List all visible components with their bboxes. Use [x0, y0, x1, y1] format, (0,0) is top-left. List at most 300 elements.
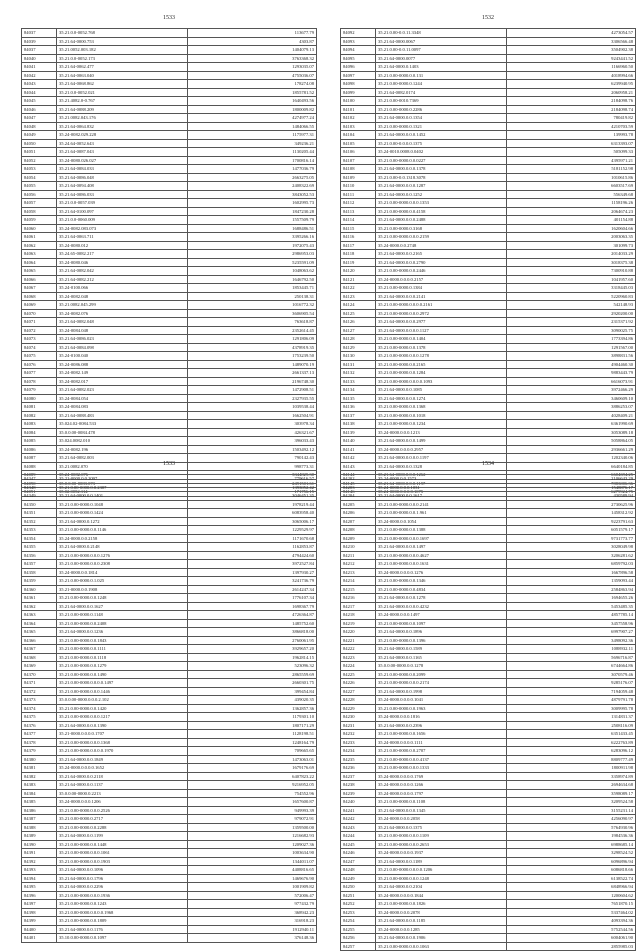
row-id-cell: 84073	[22, 335, 57, 344]
table-row	[341, 772, 636, 781]
row-id-cell: 84256	[341, 934, 376, 943]
amount-cell: 3504902.38	[507, 46, 636, 55]
account-code-cell: 35.21.64-0082.0174	[376, 88, 507, 97]
table-row	[22, 394, 317, 403]
amount-cell: 3898831.56	[507, 352, 636, 361]
row-id-cell: 84053	[22, 165, 57, 174]
row-id-cell: 84399	[22, 917, 57, 926]
amount-cell: 1202340.06	[507, 454, 636, 463]
amount-cell: 9731773.77	[507, 534, 636, 543]
amount-cell: 1503492.12	[188, 445, 317, 454]
table-row	[22, 917, 317, 926]
amount-cell: 139993.78	[507, 131, 636, 140]
row-id-cell: 84253	[341, 908, 376, 917]
amount-cell: 399454.84	[188, 687, 317, 696]
amount-cell: 3241736.79	[188, 577, 317, 586]
account-code-cell: 35.21.64-0000.0067	[376, 37, 507, 46]
amount-cell: 4755036.07	[188, 71, 317, 80]
table-row	[341, 258, 636, 267]
row-id-cell: 84129	[341, 343, 376, 352]
row-id-cell: 84226	[341, 679, 376, 688]
account-code-cell: 35.0.0.00-0000.0.0.0.2.102	[57, 696, 188, 705]
account-code-cell: 35.24-0080.026.027	[57, 156, 188, 165]
account-code-cell: 35.24-0000.0.0.0.0.1075	[376, 488, 507, 497]
amount-cell: 9883443.79	[507, 369, 636, 378]
row-id-cell: 84072	[22, 326, 57, 335]
table-row	[341, 29, 636, 38]
amount-cell: 2865559.69	[188, 670, 317, 679]
table-row	[22, 602, 317, 611]
amount-cell: 1698367.79	[188, 602, 317, 611]
table-row	[341, 46, 636, 55]
row-id-cell: 84122	[341, 284, 376, 293]
table-row	[341, 577, 636, 586]
row-id-cell: 84071	[22, 318, 57, 327]
amount-cell: 3065006.17	[188, 517, 317, 526]
table-row	[22, 891, 317, 900]
row-id-cell: 84134	[341, 386, 376, 395]
account-code-cell: 35.24-0000.0.0.0.1285	[376, 925, 507, 934]
row-id-cell: 84218	[341, 611, 376, 620]
amount-cell: 2184098.74	[507, 105, 636, 114]
row-id-cell: 84116	[341, 233, 376, 242]
table-row	[341, 207, 636, 216]
page-number: 1533	[163, 15, 175, 21]
account-code-cell: 35.21.0.00-0000.0.1148	[57, 611, 188, 620]
table-row	[341, 755, 636, 764]
row-id-cell: 84370	[22, 670, 57, 679]
amount-cell: 1469676.90	[188, 874, 317, 883]
table-row	[341, 662, 636, 671]
row-id-cell: 84102	[341, 114, 376, 123]
amount-cell: 1158196.26	[507, 199, 636, 208]
amount-cell: 1662504.91	[188, 411, 317, 420]
account-code-cell: 35.21.0.00-0000.0.0.0.4137	[376, 755, 507, 764]
table-row	[341, 292, 636, 301]
account-code-cell: 35.21.64-0100.097	[57, 207, 188, 216]
row-id-cell: 84092	[341, 29, 376, 38]
account-code-cell: 35.21.0.00-0000.0.0.0.1353	[376, 199, 507, 208]
amount-cell: 1700816.14	[188, 156, 317, 165]
account-code-cell: 35.21.0.00-0010.7369	[376, 97, 507, 106]
amount-cell: 1847230.28	[188, 207, 317, 216]
row-id-cell: 84250	[341, 883, 376, 892]
table-row	[22, 645, 317, 654]
account-code-cell: 35.21.64-0000.0.0.1627	[57, 602, 188, 611]
amount-cell: 1978219.44	[188, 500, 317, 509]
row-id-cell: 84376	[22, 721, 57, 730]
account-code-cell: 35.21.0.00-0000.0.3168	[376, 224, 507, 233]
table-row	[22, 806, 317, 815]
amount-cell: 4879791.78	[507, 696, 636, 705]
account-code-cell: 35.21.0.00-0000.0.0.0.4627	[376, 551, 507, 560]
amount-cell: 2352614.45	[188, 326, 317, 335]
account-code-cell: 35.21.64-0000.0.0.0.1345	[376, 806, 507, 815]
account-code-cell: 35.21.0.00-0000.0.0.0.1061	[57, 849, 188, 858]
amount-cell: 1048063.62	[188, 267, 317, 276]
account-code-cell: 35.21.0.00-0000.0.0.0.2526	[57, 806, 188, 815]
amount-cell: 3498092.36	[507, 636, 636, 645]
table-row	[341, 301, 636, 310]
amount-cell: 2855985.03	[507, 942, 636, 951]
amount-cell: 2508116.09	[507, 721, 636, 730]
amount-cell: 6407823.22	[188, 772, 317, 781]
table-row	[22, 483, 317, 492]
table-row	[22, 284, 317, 293]
row-id-cell: 84049	[22, 131, 57, 140]
account-code-cell: 35.21.0.00-0000.0.0.1118	[57, 653, 188, 662]
row-id-cell: 84362	[22, 602, 57, 611]
account-code-cell: 35.24-0080.046	[57, 258, 188, 267]
amount-cell: 7194059.48	[507, 687, 636, 696]
account-code-cell: 35.21.0.00-0000.0.0.0.0.1206	[376, 866, 507, 875]
table-row	[341, 475, 636, 484]
row-id-cell: 84361	[22, 594, 57, 603]
account-code-cell: 35.24-0082.149	[57, 369, 188, 378]
amount-cell: 1807171.29	[188, 721, 317, 730]
row-id-cell: 84051	[22, 148, 57, 157]
row-id-cell: 84066	[22, 275, 57, 284]
row-id-cell: 84052	[22, 156, 57, 165]
amount-cell: 754552.96	[188, 789, 317, 798]
table-row	[22, 63, 317, 72]
account-code-cell: 35.21.64-0094.408	[57, 182, 188, 191]
table-row	[341, 156, 636, 165]
table-row	[22, 738, 317, 747]
account-code-cell: 35.24-0082.083.073	[57, 224, 188, 233]
amount-cell: 368942.23	[188, 908, 317, 917]
table-row	[22, 165, 317, 174]
table-row	[22, 275, 317, 284]
row-id-cell: 84239	[341, 789, 376, 798]
amount-cell: 1216682.93	[188, 832, 317, 841]
table-row	[22, 318, 317, 327]
row-id-cell: 84369	[22, 662, 57, 671]
account-code-cell: 35.21.0.00-0000.0.0.1018	[376, 411, 507, 420]
amount-cell: 1314831.37	[507, 713, 636, 722]
account-code-cell: 35.21.64-0000.0.0.0.2141	[376, 292, 507, 301]
table-row	[341, 568, 636, 577]
account-code-cell: 35.24-0000.0.0.0.0.1652	[57, 764, 188, 773]
table-row	[341, 636, 636, 645]
table-row	[22, 377, 317, 386]
table-row	[22, 29, 317, 38]
row-id-cell: 84057	[22, 199, 57, 208]
row-id-cell: 84076	[22, 360, 57, 369]
amount-cell: 523096.32	[188, 662, 317, 671]
row-id-cell: 84216	[341, 594, 376, 603]
table-row	[22, 114, 317, 123]
table-row	[341, 883, 636, 892]
table-row	[22, 883, 317, 892]
row-id-cell: 84055	[22, 182, 57, 191]
account-code-cell: 35.21.0.0-0052.021	[57, 88, 188, 97]
amount-cell: 1640493.56	[188, 97, 317, 106]
table-row	[341, 806, 636, 815]
account-code-cell: 35.21.0.00-0000.0.0.1.961	[376, 509, 507, 518]
row-id-cell: 84098	[341, 80, 376, 89]
amount-cell: 2491501.61	[188, 479, 317, 488]
table-row	[22, 934, 317, 943]
table-row	[22, 216, 317, 225]
amount-cell: 505099.33	[507, 148, 636, 157]
row-id-cell: 84075	[22, 352, 57, 361]
row-id-cell: 84078	[22, 377, 57, 386]
amount-cell: 6351433.45	[507, 730, 636, 739]
account-code-cell: 35.21.64-0068.862	[57, 80, 188, 89]
account-code-cell: 35.21.0082.043.176	[57, 114, 188, 123]
table-row	[341, 394, 636, 403]
row-id-cell: 84386	[22, 806, 57, 815]
amount-cell: 1855781.52	[188, 88, 317, 97]
row-id-cell: 84244	[341, 832, 376, 841]
table-row	[341, 428, 636, 437]
amount-cell: 9216952.05	[188, 781, 317, 790]
account-code-cell: 35.21.0.00-0000.0.0.1809	[57, 917, 188, 926]
row-id-cell: 84213	[341, 568, 376, 577]
account-code-cell: 35.21.0.00-0000.0.1384	[376, 284, 507, 293]
account-code-cell: 35.21.64-0000.0.0.1085	[376, 386, 507, 395]
table-row	[22, 730, 317, 739]
amount-cell: 4378919.35	[188, 343, 317, 352]
account-code-cell: 35.21-0000.0.0.2097	[57, 475, 188, 484]
amount-cell: 1776107.34	[188, 594, 317, 603]
amount-cell: 1404079.13	[188, 46, 317, 55]
table-row	[341, 585, 636, 594]
account-code-cell: 35.21.64-0000.0.0.1617	[376, 492, 507, 501]
amount-cell: 1209027.36	[188, 840, 317, 849]
account-code-cell: 35.21.0.00-0000.0.0.0227	[376, 156, 507, 165]
account-code-cell: 35.21.64-0000.0.0.1252	[376, 190, 507, 199]
account-code-cell: 35.21.0.00-0000.0.0.1490	[57, 670, 188, 679]
account-code-cell: 35.21.64-0000.0.0.0.2977	[376, 318, 507, 327]
row-id-cell: 84141	[341, 445, 376, 454]
amount-cell: 3929657.20	[188, 645, 317, 654]
row-id-cell: 84380	[22, 755, 57, 764]
table-row	[22, 832, 317, 841]
amount-cell: 1397930.27	[188, 568, 317, 577]
amount-cell: 1162853.87	[188, 543, 317, 552]
table-row	[341, 309, 636, 318]
table-row	[22, 747, 317, 756]
amount-cell: 430589.94	[507, 492, 636, 501]
account-code-cell: 35.21.0.00-0000.0.0.0.1697	[376, 534, 507, 543]
table-row	[341, 679, 636, 688]
account-code-cell: 35.21.64-0084.033	[57, 165, 188, 174]
table-row	[22, 704, 317, 713]
account-code-cell: 35.21.64-0000.0.0.1589	[376, 645, 507, 654]
account-code-cell: 35.21.0.00-0.0.1318.3078	[376, 173, 507, 182]
account-code-cell: 35.21.0082.070	[57, 462, 188, 471]
account-code-cell: 35.21.0.0-0060.009	[57, 216, 188, 225]
account-code-cell: 35.21.64-0000.0.0.1199	[57, 832, 188, 841]
account-code-cell: 35.24-0000.0.0.0.2058	[376, 815, 507, 824]
amount-cell: 1853445.71	[188, 284, 317, 293]
row-id-cell: 84099	[341, 88, 376, 97]
account-code-cell: 35.21.64-0086.048	[57, 173, 188, 182]
amount-cell: 303978.34	[188, 420, 317, 429]
account-code-cell: 35.21.0.00-0000.0.0.1396	[376, 636, 507, 645]
account-code-cell: 35.21.64-0082.003	[57, 454, 188, 463]
row-id-cell: 84205	[341, 500, 376, 509]
row-id-cell: 84245	[341, 840, 376, 849]
account-code-cell: 35.24-0000.0.0.0.0.1276	[376, 568, 507, 577]
account-code-cell: 35.024.02-0084.533	[57, 420, 188, 429]
amount-cell: 6279924.75	[507, 488, 636, 497]
amount-cell: 4028409.21	[507, 411, 636, 420]
account-code-cell: 35.21.64-0000.0.0.1896	[376, 628, 507, 637]
account-code-cell: 35.21.64-0000.0.0.0.1452	[376, 131, 507, 140]
amount-cell: 2584863.94	[507, 585, 636, 594]
account-code-cell: 35.21.0.00-0000.0.0.1108	[376, 798, 507, 807]
account-code-cell: 35.21.0.00-0000.0.0.1248	[57, 594, 188, 603]
row-id-cell: 84232	[341, 730, 376, 739]
table-row	[341, 80, 636, 89]
amount-cell: 6603517.69	[507, 182, 636, 191]
table-row	[341, 900, 636, 909]
row-id-cell: 84206	[341, 509, 376, 518]
amount-cell: 9285176.07	[507, 679, 636, 688]
amount-cell: 250138.31	[188, 292, 317, 301]
table-row	[22, 772, 317, 781]
row-id-cell: 84146	[341, 488, 376, 497]
page-number: 1533	[163, 461, 175, 467]
amount-cell: 1620604.66	[507, 224, 636, 233]
account-code-cell: 35.21.0.00-0000.0.0.1234	[376, 420, 507, 429]
table-row	[22, 713, 317, 722]
row-id-cell: 84390	[22, 840, 57, 849]
account-code-cell: 35.21.0.00-0000.0.0.0.1631	[376, 560, 507, 569]
table-row	[22, 534, 317, 543]
table-row	[341, 386, 636, 395]
row-id-cell: 84398	[22, 908, 57, 917]
table-row	[341, 360, 636, 369]
amount-cell: 6239940.95	[507, 80, 636, 89]
row-id-cell: 84054	[22, 173, 57, 182]
table-row	[341, 738, 636, 747]
table-row	[22, 309, 317, 318]
amount-cell: 6083958.40	[188, 509, 317, 518]
account-code-cell: 35.21.64-0082.048	[57, 318, 188, 327]
table-row	[22, 500, 317, 509]
table-row	[341, 942, 636, 951]
amount-cell: 4256090.97	[507, 815, 636, 824]
row-id-cell: 84045	[22, 97, 57, 106]
account-code-cell: 35.0.0.00-0083.073	[57, 479, 188, 488]
table-row	[341, 224, 636, 233]
table-row	[22, 343, 317, 352]
row-id-cell: 84104	[341, 131, 376, 140]
account-code-cell: 35.21.64-0082.212	[57, 275, 188, 284]
account-code-cell: 35.21.64-0000.0.0.1189	[376, 857, 507, 866]
table-row	[341, 815, 636, 824]
row-id-cell: 84144	[341, 471, 376, 480]
table-row	[341, 37, 636, 46]
account-code-cell: 35.24-0082.048	[57, 292, 188, 301]
account-code-cell: 35.21.0.00-0000.0.0.2288	[57, 823, 188, 832]
table-row	[341, 721, 636, 730]
account-code-cell: 35.21.0.00-0000.0.0.0.2653	[376, 840, 507, 849]
account-code-cell: 35.21.64-0000.0.0.0.1497	[376, 543, 507, 552]
row-id-cell: 84255	[341, 925, 376, 934]
amount-cell: 5752544.56	[507, 925, 636, 934]
amount-cell: 5235591.09	[188, 258, 317, 267]
table-row	[22, 156, 317, 165]
table-row	[341, 687, 636, 696]
row-id-cell: 84096	[341, 63, 376, 72]
row-id-cell: 84384	[22, 789, 57, 798]
table-row	[341, 594, 636, 603]
row-id-cell: 84047	[22, 114, 57, 123]
account-code-cell: 35.21.0.00-0000.0.0.2307	[57, 483, 188, 492]
table-row	[341, 891, 636, 900]
table-row	[22, 662, 317, 671]
table-row	[341, 543, 636, 552]
table-row	[22, 543, 317, 552]
account-code-cell: 35.24.65-0082.217	[57, 250, 188, 259]
amount-cell: 3344825.30	[188, 471, 317, 480]
amount-cell: 3866818.00	[188, 628, 317, 637]
amount-cell: 5220960.83	[507, 292, 636, 301]
amount-cell: 1602995.73	[188, 199, 317, 208]
row-id-cell: 84228	[341, 696, 376, 705]
account-code-cell: 35.24-0000.0.0.1573	[376, 475, 507, 484]
row-id-cell: 84139	[341, 428, 376, 437]
amount-cell: 2106643.29	[507, 475, 636, 484]
amount-cell: 779616.57	[188, 475, 317, 484]
table-row	[341, 781, 636, 790]
row-id-cell: 84136	[341, 403, 376, 412]
table-row	[341, 500, 636, 509]
row-id-cell: 84367	[22, 645, 57, 654]
row-id-cell: 84383	[22, 781, 57, 790]
row-id-cell: 84142	[341, 454, 376, 463]
account-code-cell: 35.21.64-0000.0.0.0.1390	[57, 721, 188, 730]
row-id-cell: 84090	[22, 479, 57, 488]
row-id-cell: 84382	[22, 772, 57, 781]
account-code-cell: 35.24-0082.076	[57, 309, 188, 318]
row-id-cell: 84357	[22, 560, 57, 569]
table-row	[22, 874, 317, 883]
row-id-cell: 84203	[341, 483, 376, 492]
amount-cell: 9223791.63	[507, 517, 636, 526]
table-row	[22, 925, 317, 934]
table-row	[22, 46, 317, 55]
amount-cell: 3460609.10	[507, 394, 636, 403]
row-id-cell: 84058	[22, 207, 57, 216]
table-row	[22, 611, 317, 620]
ledger-table	[21, 28, 317, 497]
table-row	[341, 602, 636, 611]
row-id-cell: 84358	[22, 568, 57, 577]
account-code-cell: 35.24-0000.0.0.0.0.1797	[376, 789, 507, 798]
account-code-cell: 35.21.0.00-0000.0.0.0.1368	[57, 738, 188, 747]
account-code-cell: 35.24-0000.0.0.0.1497	[376, 611, 507, 620]
row-id-cell: 84091	[22, 488, 57, 497]
account-code-cell: 35.24-0082.076	[57, 471, 188, 480]
account-code-cell: 35.21.0.00-0000.0.0.0.0.1497	[57, 679, 188, 688]
row-id-cell: 84366	[22, 636, 57, 645]
amount-cell: 401154.88	[507, 216, 636, 225]
account-code-cell: 35.21.0.00-0000.0.0.1388	[376, 526, 507, 535]
table-row	[341, 823, 636, 832]
row-id-cell: 84235	[341, 755, 376, 764]
amount-cell: 113677.79	[188, 29, 317, 38]
row-id-cell: 84214	[341, 577, 376, 586]
amount-cell: 2760061.95	[188, 636, 317, 645]
amount-cell: 171756.15	[188, 488, 317, 497]
row-id-cell: 84222	[341, 645, 376, 654]
